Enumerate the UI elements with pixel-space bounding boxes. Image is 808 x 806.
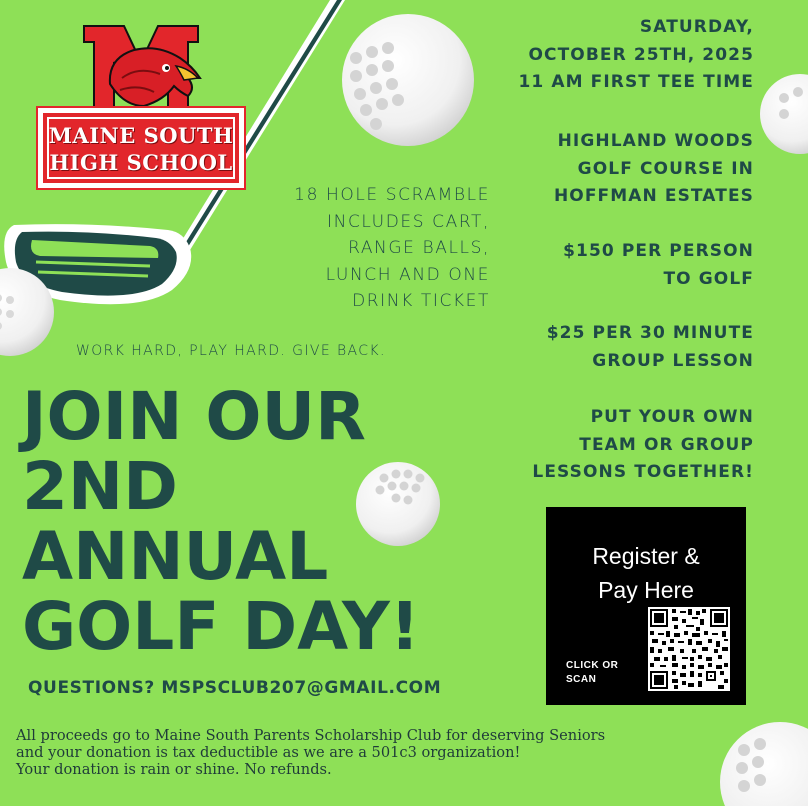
footer-line: All proceeds go to Maine South Parents Scholarship Club for deserving Seniors <box>16 727 606 744</box>
headline-line: ANNUAL <box>22 518 329 595</box>
headline-line: 2ND <box>22 448 178 525</box>
golf-ball-icon <box>760 74 808 154</box>
school-name-line2: HIGH SCHOOL <box>49 150 233 175</box>
location-line: HIGHLAND WOODS <box>557 131 754 151</box>
register-title-line1: Register & <box>592 543 700 569</box>
tee-time: 11 AM FIRST TEE TIME <box>518 72 754 92</box>
school-name-line1: MAINE SOUTH <box>48 123 234 148</box>
event-location <box>474 128 754 211</box>
date-line: SATURDAY, <box>639 17 754 37</box>
school-logo <box>38 22 244 194</box>
lesson-line: GROUP LESSON <box>592 350 754 371</box>
footer-line: and your donation is tax deductible as we are a 501c3 organization! <box>16 744 521 761</box>
golf-price <box>494 238 754 293</box>
hawk-m-icon <box>38 22 244 122</box>
motto: WORK HARD, PLAY HARD. GIVE BACK. <box>76 343 386 359</box>
register-title <box>546 539 746 607</box>
headline-line: GOLF DAY! <box>22 588 420 665</box>
price-line: TO GOLF <box>663 268 754 289</box>
footer-line: Your donation is rain or shine. No refunds. <box>16 761 332 778</box>
location-line: HOFFMAN ESTATES <box>553 186 754 206</box>
register-title-line2: Pay Here <box>598 577 694 603</box>
event-date <box>494 14 754 97</box>
team-line: PUT YOUR OWN <box>590 407 754 427</box>
headline-line: JOIN OUR <box>22 378 366 455</box>
qr-code-icon[interactable] <box>648 607 730 691</box>
team-note <box>464 404 754 487</box>
questions-contact[interactable]: QUESTIONS? MSPSCLUB207@GMAIL.COM <box>28 678 442 698</box>
team-line: LESSONS TOGETHER! <box>532 462 754 482</box>
click-line: CLICK OR <box>566 660 619 671</box>
scramble-details <box>248 182 490 315</box>
team-line: TEAM OR GROUP <box>579 434 754 455</box>
scramble-line: RANGE BALLS, <box>348 238 490 258</box>
footer-note <box>16 727 776 778</box>
register-box[interactable] <box>546 507 746 705</box>
date-line: OCTOBER 25TH, 2025 <box>528 44 754 65</box>
scramble-line: LUNCH AND ONE <box>325 264 490 285</box>
scramble-line: DRINK TICKET <box>352 291 490 311</box>
headline <box>22 378 420 665</box>
golf-ball-icon <box>342 14 474 146</box>
scramble-line: INCLUDES CART, <box>327 211 490 232</box>
scan-line: SCAN <box>566 674 597 685</box>
price-line: $150 PER PERSON <box>563 241 754 261</box>
click-or-scan <box>566 659 618 687</box>
lesson-line: $25 PER 30 MINUTE <box>546 323 754 343</box>
scramble-line: 18 HOLE SCRAMBLE <box>294 185 490 205</box>
school-name-plate <box>38 108 244 188</box>
lesson-price <box>494 320 754 375</box>
location-line: GOLF COURSE IN <box>577 158 754 179</box>
